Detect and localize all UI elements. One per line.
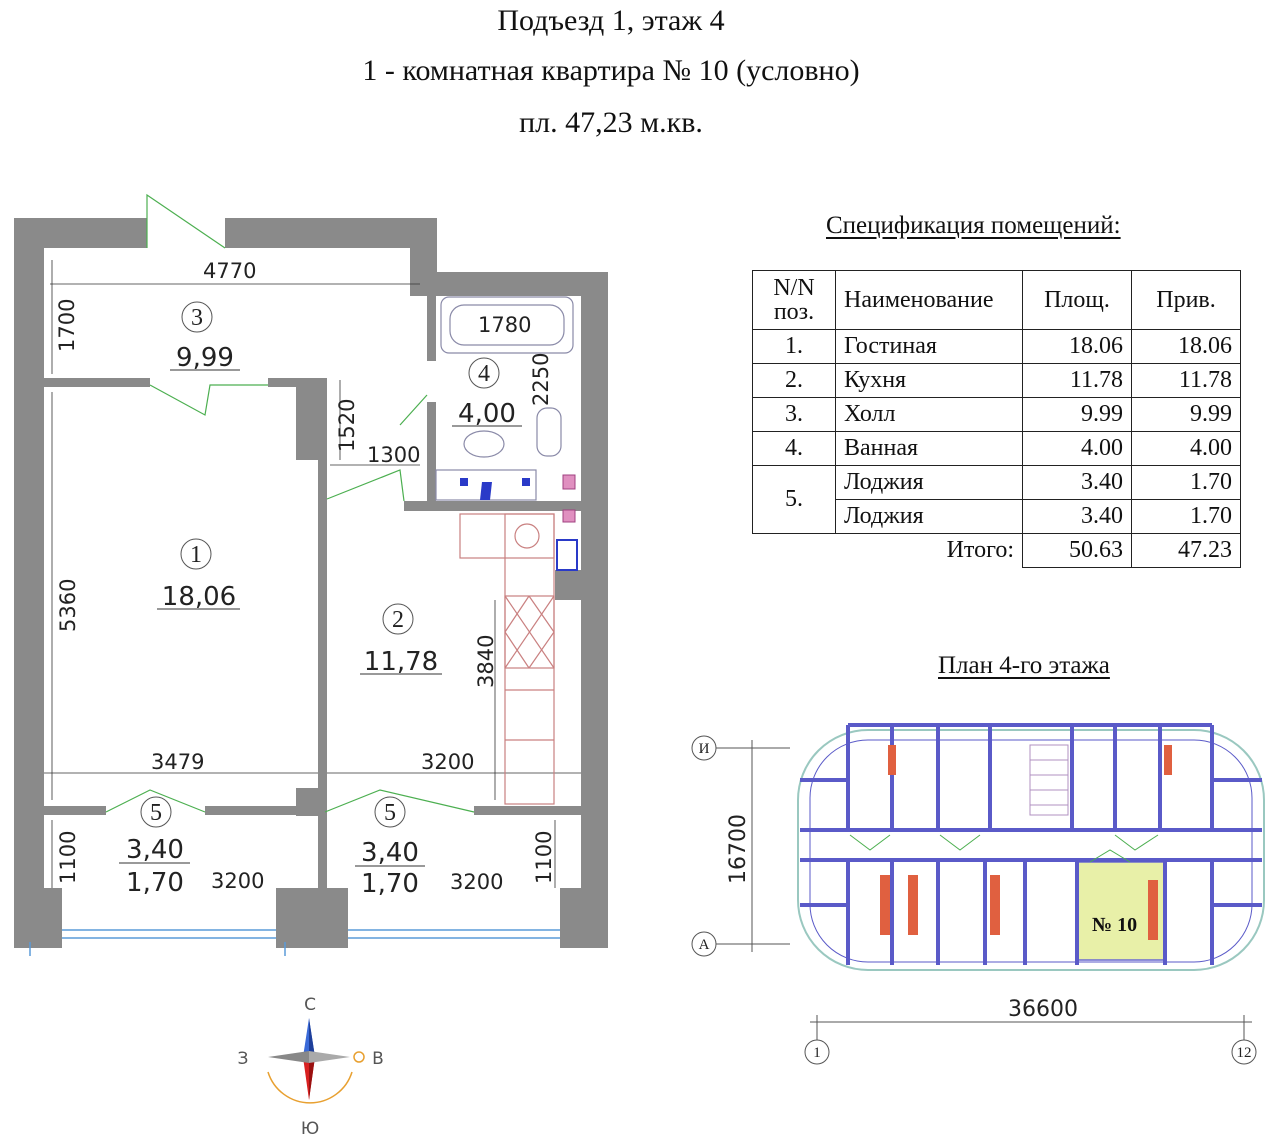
sun-icon [354,1052,364,1062]
compass-east: В [372,1049,384,1069]
spec-row-reduced: 9.99 [1132,398,1241,432]
spec-row-num: 2. [753,364,836,398]
title-area: пл. 47,23 м.кв. [519,106,703,139]
room-3-area: 9,99 [176,343,234,373]
dim-3200-kitchen: 3200 [421,750,475,774]
axis-label-right: 12 [1236,1045,1252,1061]
dim-1700: 1700 [55,298,79,352]
floor-axes [692,736,1256,1064]
spec-row-reduced: 11.78 [1132,364,1241,398]
spec-total-row [753,534,1241,568]
apartment-10-label: № 10 [1092,914,1138,936]
room-5a-area: 3,40 [126,835,184,865]
axis-label-top: И [698,741,710,757]
spec-total-area: 50.63 [1023,534,1132,568]
kitchen-window-unit [557,540,577,570]
room-5b-reduced: 1,70 [361,869,419,899]
floor-stair [1030,745,1068,815]
spec-row-name: Лоджия [836,466,1023,500]
spec-row-reduced: 18.06 [1132,330,1241,364]
compass-west: З [237,1049,249,1069]
spec-header-num: N/N поз. [753,271,836,330]
compass-north: С [304,995,316,1015]
title-entrance-floor: Подъезд 1, этаж 4 [497,4,725,37]
spec-row-name: Кухня [836,364,1023,398]
room-2-number: 2 [392,607,404,633]
spec-row-area: 3.40 [1023,466,1132,500]
spec-row [753,330,1241,364]
dim-1520: 1520 [335,398,359,452]
spec-row [753,398,1241,432]
spec-row [753,432,1241,466]
floor-doors [850,835,1158,862]
axis-label-bottom: А [698,937,710,953]
dim-1100-right: 1100 [532,830,556,884]
bath-plumbing [460,478,530,500]
floor-width-dim: 36600 [1008,997,1078,1022]
room-5a-number: 5 [150,800,162,826]
spec-row-reduced: 4.00 [1132,432,1241,466]
room-5b-number: 5 [384,800,396,826]
spec-caption: Спецификация помещений: [826,212,1121,239]
dim-5360: 5360 [56,578,80,632]
spec-row-reduced: 1.70 [1132,466,1241,500]
spec-row-reduced: 1.70 [1132,500,1241,534]
floor-height-dim: 16700 [726,814,751,884]
spec-row-area: 11.78 [1023,364,1132,398]
spec-row-name: Холл [836,398,1023,432]
floor-plan-caption: План 4-го этажа [938,652,1110,679]
spec-row-name: Лоджия [836,500,1023,534]
spec-total-reduced: 47.23 [1132,534,1241,568]
spec-header-name: Наименование [836,271,1023,330]
title-apartment: 1 - комнатная квартира № 10 (условно) [362,54,860,87]
room-1-number: 1 [190,542,202,568]
spec-row-num: 3. [753,398,836,432]
room-4-number: 4 [478,361,490,387]
spec-row-area: 3.40 [1023,500,1132,534]
spec-table [752,270,1241,568]
axis-label-left: 1 [813,1045,821,1061]
floor-plan [692,725,1264,1064]
interior-walls [44,296,608,908]
spec-header-area: Площ. [1023,271,1132,330]
room-5b-area: 3,40 [361,838,419,868]
spec-row-area: 4.00 [1023,432,1132,466]
spec-row-area: 18.06 [1023,330,1132,364]
spec-row [753,364,1241,398]
dim-3479: 3479 [151,750,205,774]
dim-1100-left: 1100 [56,830,80,884]
risers [563,475,575,522]
dim-3200-loggia-right: 3200 [450,870,504,894]
spec-row-name: Ванная [836,432,1023,466]
spec-row-num: 1. [753,330,836,364]
spec-header-row [753,271,1241,330]
apartment-plan [14,195,608,956]
spec-row [753,466,1241,500]
compass-rose [238,995,384,1139]
room-5a-reduced: 1,70 [126,868,184,898]
spec-row-name: Гостиная [836,330,1023,364]
spec-row-num: 4. [753,432,836,466]
dim-3200-loggia-left: 3200 [211,869,265,893]
dim-2250: 2250 [529,352,553,406]
dim-4770: 4770 [203,259,257,283]
spec-total-label: Итого: [753,534,1023,568]
floor-walls [800,725,1262,965]
dim-3840: 3840 [474,634,498,688]
room-2-area: 11,78 [363,647,439,677]
dim-1300: 1300 [367,443,421,467]
spec-header-reduced: Прив. [1132,271,1241,330]
spec-row-area: 9.99 [1023,398,1132,432]
dim-1780: 1780 [478,313,532,337]
room-4-area: 4,00 [458,399,516,429]
room-1-area: 18,06 [161,582,237,612]
spec-row-num: 5. [753,466,836,534]
compass-south: Ю [300,1119,320,1139]
room-3-number: 3 [191,305,203,331]
